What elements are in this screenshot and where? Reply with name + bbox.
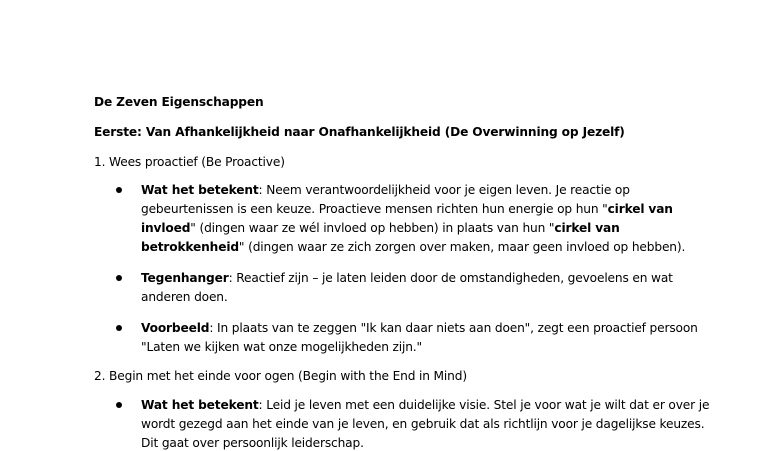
item-text: Dit gaat over persoonlijk leiderschap.: [141, 436, 364, 450]
item-emphasis: cirkel van: [607, 202, 673, 216]
item-text: : Neem verantwoordelijkheid voor je eigen leven. Je reactie op: [258, 183, 630, 197]
list-item-line: [141, 416, 704, 432]
item-label: Voorbeeld: [141, 321, 210, 335]
list-item-line: [141, 397, 709, 413]
list-item-line: [141, 289, 228, 305]
bullet-icon: [116, 275, 122, 281]
document-title: De Zeven Eigenschappen: [94, 95, 264, 109]
bullet-icon: [116, 187, 122, 193]
list-item-line: [141, 220, 620, 236]
habit-heading: 1. Wees proactief (Be Proactive): [94, 155, 285, 169]
item-emphasis: cirkel van: [554, 221, 620, 235]
list-item-line: [141, 270, 673, 286]
bullet-icon: [116, 402, 122, 408]
item-text: : Reactief zijn – je laten leiden door de omstandigheden, gevoelens en wat: [228, 271, 673, 285]
bullet-icon: [116, 325, 122, 331]
list-item-line: [141, 239, 685, 255]
item-text: gebeurtenissen is een keuze. Proactieve mensen richten hun energie op hun ": [141, 202, 608, 216]
item-text: : In plaats van te zeggen "Ik kan daar niets aan doen", zegt een proactief persoon: [209, 321, 698, 335]
list-item-line: [141, 339, 422, 355]
item-emphasis: betrokkenheid: [141, 240, 239, 254]
list-item-line: [141, 320, 698, 336]
list-item-line: [141, 435, 364, 451]
section-heading: Eerste: Van Afhankelijkheid naar Onafhankelijkheid (De Overwinning op Jezelf): [94, 125, 625, 139]
item-text: wordt gezegd aan het einde van je leven, en gebruik dat als richtlijn voor je dagelijkse keuzes.: [141, 417, 705, 431]
item-label: Wat het betekent: [141, 183, 259, 197]
item-text: " (dingen waar ze zich zorgen over maken, maar geen invloed op hebben).: [238, 240, 686, 254]
item-label: Wat het betekent: [141, 398, 259, 412]
item-label: Tegenhanger: [141, 271, 229, 285]
item-text: : Leid je leven met een duidelijke visie. Stel je voor wat je wilt dat er over je: [258, 398, 710, 412]
item-text: "Laten we kijken wat onze mogelijkheden zijn.": [141, 340, 422, 354]
list-item-line: [141, 201, 673, 217]
item-text: " (dingen waar ze wél invloed op hebben) in plaats van hun ": [190, 221, 555, 235]
item-text: anderen doen.: [141, 290, 228, 304]
habit-heading: 2. Begin met het einde voor ogen (Begin with the End in Mind): [94, 369, 467, 383]
list-item-line: [141, 182, 630, 198]
item-emphasis: invloed: [141, 221, 191, 235]
